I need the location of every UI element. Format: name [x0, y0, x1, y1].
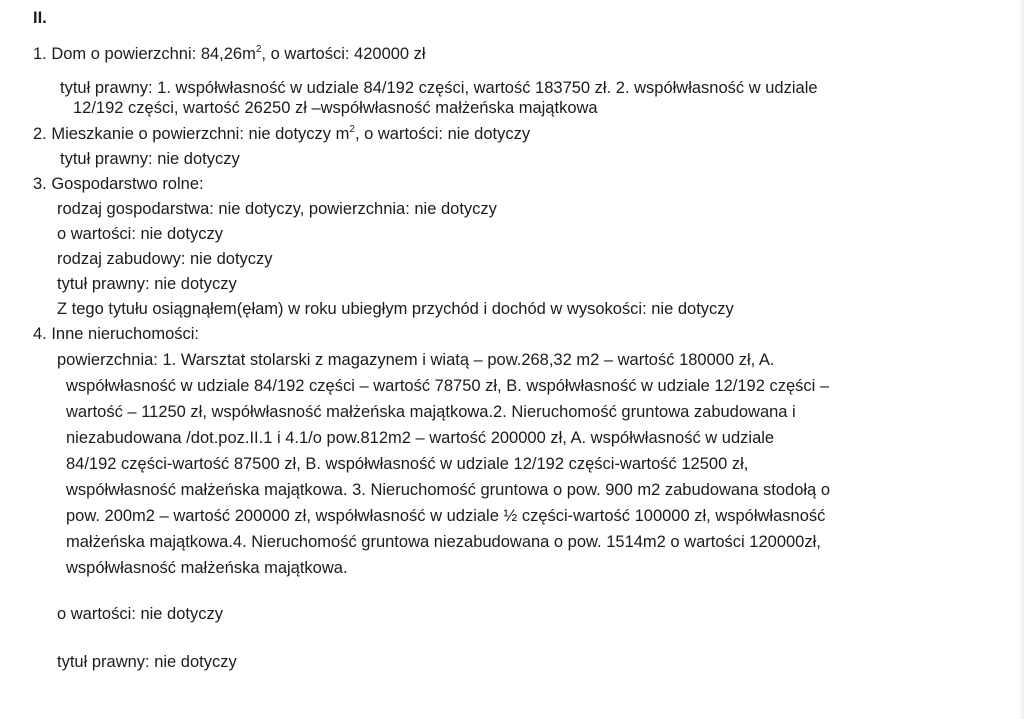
item-1-heading	[33, 44, 426, 64]
item-4-area-line-7: pow. 200m2 – wartość 200000 zł, współwłasność w udziale ½ części-wartość 100000 zł, współwłasność	[66, 507, 826, 525]
item-2-label: 2. Mieszkanie o powierzchni: nie dotyczy m	[33, 125, 350, 143]
item-4-heading: 4. Inne nieruchomości:	[33, 325, 200, 343]
item-4-area-line-5: 84/192 części-wartość 87500 zł, B. współwłasność w udziale 12/192 części-wartość 12500 zł,	[66, 455, 749, 473]
item-1-title-line-2: 12/192 części, wartość 26250 zł –współwłasność małżeńska majątkowa	[73, 99, 598, 117]
item-4-area-line-3: wartość – 11250 zł, współwłasność małżeńska majątkowa.2. Nieruchomość gruntowa zabudowana i	[66, 403, 796, 421]
item-3-value: o wartości: nie dotyczy	[57, 225, 223, 243]
item-4-value: o wartości: nie dotyczy	[57, 605, 223, 623]
item-4-area-line-8: małżeńska majątkowa.4. Nieruchomość gruntowa niezabudowana o pow. 1514m2 o wartości 120000zł,	[66, 533, 821, 551]
item-1-label: 1. Dom o powierzchni: 84,26m	[33, 45, 256, 63]
item-4-area-line-9: współwłasność małżeńska majątkowa.	[66, 559, 348, 577]
item-1-title-line-1: tytuł prawny: 1. współwłasność w udziale 84/192 części, wartość 183750 zł. 2. współwłasność w udziale	[60, 79, 818, 97]
section-title: II.	[33, 9, 47, 27]
item-4-area-line-6: współwłasność małżeńska majątkowa. 3. Nieruchomość gruntowa o pow. 900 m2 zabudowana stodołą o	[66, 481, 830, 499]
item-2-unit-superscript: 2	[349, 124, 355, 135]
item-4-area-line-1: powierzchnia: 1. Warsztat stolarski z magazynem i wiatą – pow.268,32 m2 – wartość 180000 zł, A.	[57, 351, 775, 369]
item-3-title: tytuł prawny: nie dotyczy	[57, 275, 237, 293]
item-2-heading	[33, 124, 530, 144]
item-4-title: tytuł prawny: nie dotyczy	[57, 653, 237, 671]
scan-edge-shadow	[1018, 0, 1024, 719]
item-3-building: rodzaj zabudowy: nie dotyczy	[57, 250, 273, 268]
item-2-rest: , o wartości: nie dotyczy	[354, 125, 531, 143]
item-3-heading: 3. Gospodarstwo rolne:	[33, 175, 204, 193]
item-3-type: rodzaj gospodarstwa: nie dotyczy, powierzchnia: nie dotyczy	[57, 200, 497, 218]
item-2-title: tytuł prawny: nie dotyczy	[60, 150, 240, 168]
item-4-area-line-2: współwłasność w udziale 84/192 części – wartość 78750 zł, B. współwłasność w udziale 12/192 części –	[66, 377, 830, 395]
item-3-income: Z tego tytułu osiągnąłem(ęłam) w roku ubiegłym przychód i dochód w wysokości: nie dotyczy	[57, 300, 734, 318]
item-1-unit-superscript: 2	[255, 44, 262, 55]
item-4-area-line-4: niezabudowana /dot.poz.II.1 i 4.1/o pow.812m2 – wartość 200000 zł, A. współwłasność w udziale	[66, 429, 775, 447]
item-1-rest: , o wartości: 420000 zł	[261, 45, 426, 63]
